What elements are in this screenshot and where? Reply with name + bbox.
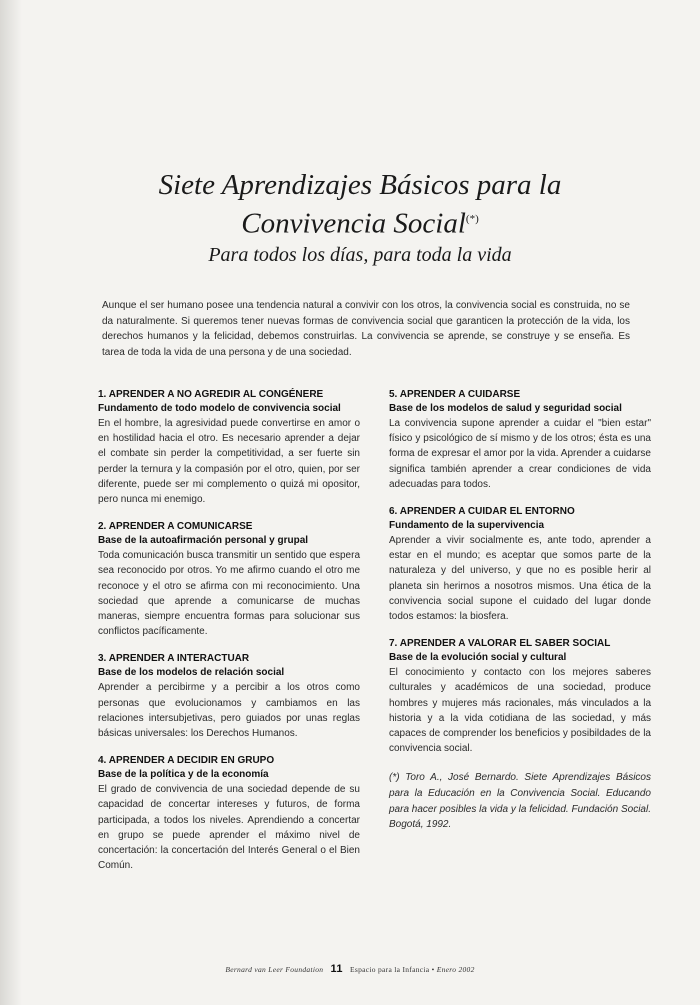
footer-publisher: Bernard van Leer Foundation bbox=[225, 965, 324, 974]
section-3 bbox=[98, 652, 360, 741]
footer-date: Enero 2002 bbox=[436, 965, 475, 974]
section-1 bbox=[98, 388, 360, 507]
footnote-marker: (*) bbox=[465, 213, 479, 225]
section-title: 6. APRENDER A CUIDAR EL ENTORNO bbox=[389, 506, 575, 518]
section-title: 5. APRENDER A CUIDARSE bbox=[389, 389, 521, 400]
footer-separator: • bbox=[431, 965, 435, 974]
intro-paragraph: Aunque el ser humano posee una tendencia natural a convivir con los otros, la convivencia social es construida, no se da naturalmente. Si queremos tener nuevas formas de convivencia social que garanticen la protección de la vida, los derechos humanos y la felicidad, debemos construirlas. La convivencia se aprende, se construye y se enseña. Es tarea de toda la vida de una persona y de una sociedad. bbox=[102, 300, 630, 359]
section-4 bbox=[98, 754, 360, 873]
right-column bbox=[389, 388, 651, 833]
title-line-2-text: Convivencia Social bbox=[241, 207, 466, 240]
section-title: 2. APRENDER A COMUNICARSE bbox=[98, 521, 253, 533]
section-subtitle: Base de la política y de la economía bbox=[98, 769, 269, 781]
title-line-1: Siete Aprendizajes Básicos para la bbox=[158, 169, 562, 201]
section-subtitle: Fundamento de la supervivencia bbox=[389, 520, 545, 532]
left-column bbox=[98, 388, 360, 886]
section-subtitle: Base de la evolución social y cultural bbox=[389, 652, 567, 664]
title-line-2 bbox=[80, 202, 640, 241]
footnote-citation: (*) Toro A., José Bernardo. Siete Aprendizajes Básicos para la Educación en la Convivencia Social. Educando para hacer posibles la vida y la felicidad. Fundación Social. Bogotá, 1992. bbox=[389, 772, 651, 831]
section-body: El grado de convivencia de una sociedad depende de su capacidad de concertar intereses y futuros, de forma participada, a todos los niveles. Aprendiendo a concertar en grupo se puede aprender el máximo nivel de concertación: la concertación del Interés General o el Bien Común. bbox=[98, 784, 360, 872]
page-number: 11 bbox=[330, 963, 343, 975]
footer-publication: Espacio para la Infancia bbox=[349, 965, 430, 974]
section-title: 3. APRENDER A INTERACTUAR bbox=[98, 653, 250, 665]
page-footer bbox=[0, 963, 700, 975]
page-title bbox=[80, 168, 640, 241]
section-subtitle: Fundamento de todo modelo de convivencia social bbox=[98, 403, 341, 414]
section-body: En el hombre, la agresividad puede convertirse en amor o en hostilidad hacia el otro. Es necesario aprender a dejar el combate sin perder la competitividad, a ser fuerte sin perder la ternura y la compasión por el otro, quien, por ser diferente, puede ser mi complemento o quizá mi opositor, pero nunca mi enemigo. bbox=[98, 418, 360, 506]
section-subtitle: Base de los modelos de relación social bbox=[98, 667, 285, 679]
section-2 bbox=[98, 520, 360, 639]
section-body: Aprender a percibirme y a percibir a los otros como personas que evolucionamos y cambiamos en las relaciones intersubjetivas, pero guiados por unas reglas básicas universales: los Derechos Humanos. bbox=[98, 682, 360, 740]
section-5 bbox=[389, 388, 651, 492]
section-subtitle: Base de los modelos de salud y seguridad social bbox=[389, 403, 622, 414]
section-body: Toda comunicación busca transmitir un sentido que espera sea reconocido por otros. Yo me afirmo cuando el otro me reconoce y el otro se afirma con mi reconocimiento. Una sociedad que aprende a comunicarse de muchas maneras, siempre encuentra formas para solucionar sus conflictos pacíficamente. bbox=[98, 550, 360, 638]
section-subtitle: Base de la autoafirmación personal y grupal bbox=[98, 535, 309, 547]
page-edge-shadow bbox=[0, 0, 22, 1005]
section-body: La convivencia supone aprender a cuidar el "bien estar" físico y psicológico de sí mismo y de los otros; ésta es una forma de expresar el amor por la vida. Aprender a cuidarse significa también aprender a crear condiciones de vida adecuadas para todos. bbox=[389, 418, 651, 490]
section-body: Aprender a vivir socialmente es, ante todo, aprender a estar en el mundo; es aceptar que somos parte de la naturaleza y del universo, y que no es posible herir al planeta sin herirnos a nosotros mismos. Una ética de la convivencia social supone el cuidado del lugar donde todos estamos: la biosfera. bbox=[389, 535, 651, 623]
section-body: El conocimiento y contacto con los mejores saberes culturales y académicos de una sociedad, produce hombres y mujeres más racionales, más vinculados a la historia y a la vida cotidiana de las sociedad, y más capaces de comprender los beneficios y posibildades de la convivencia social. bbox=[389, 667, 651, 755]
section-7 bbox=[389, 637, 651, 756]
section-6 bbox=[389, 505, 651, 624]
page-subtitle: Para todos los días, para toda la vida bbox=[208, 244, 512, 266]
section-title: 4. APRENDER A DECIDIR EN GRUPO bbox=[98, 755, 275, 767]
section-title: 7. APRENDER A VALORAR EL SABER SOCIAL bbox=[389, 638, 611, 650]
section-title: 1. APRENDER A NO AGREDIR AL CONGÉNERE bbox=[98, 389, 324, 400]
